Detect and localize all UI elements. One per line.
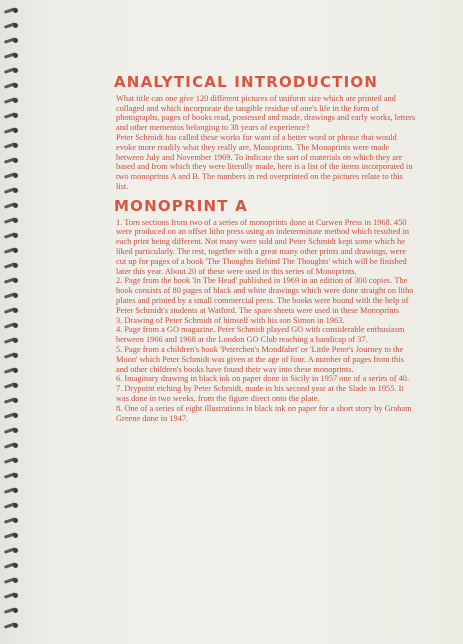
binding-coil — [4, 621, 20, 630]
binding-coil — [4, 516, 20, 525]
binding-coil — [4, 216, 20, 225]
binding-coil — [4, 171, 20, 180]
monoprint-item-2: 2. Page from the book 'In The Head' published in 1969 in an edition of 300 copies. The book consists of 80 pages of black and white drawings which were done straight on litho plates and printed by a small commercial press. The books were bound with the help of Peter Schmidt's students at Watford. The spare sheets were used in these Monoprints — [116, 276, 414, 315]
monoprint-item-8: 8. One of a series of eight illustrations in black ink on paper for a short story by Graham Greene done in 1947. — [116, 403, 412, 423]
binding-coil — [4, 471, 20, 480]
binding-coil — [4, 531, 20, 540]
binding-coil — [4, 81, 20, 90]
analytical-introduction-heading: ANALYTICAL INTRODUCTION — [114, 73, 379, 91]
binding-coil — [4, 336, 20, 345]
intro-paragraph-1: What title can one give 120 different pictures of uniform size which are printed and collaged and which incorporate the tangible residue of one's life in the form of photographs, pages of books read, possessed and made, drawings and early works, letters and other mementos belonging to 38 years of experience? — [116, 93, 416, 133]
binding-coil — [4, 141, 20, 150]
binding-coil — [4, 186, 20, 195]
binding-coil — [4, 246, 20, 255]
binding-coil — [4, 381, 20, 390]
monoprint-item-1: 1. Torn sections from two of a series of monoprints done at Curwen Press in 1968. 450 were produced on an offset litho press using an indeterminate method which resulted in each print being different. Not many were sold and Peter Schmidt kept some which he liked particularly. The rest, together with a great many other prints and drawings, were cut up for pages of a book 'The Thoughts Behind The Thoughts' which will be finished later this year. About 20 of these were used in this series of Monoprints. — [116, 217, 410, 276]
binding-coil — [4, 126, 20, 135]
binding-coil — [4, 156, 20, 165]
monoprint-item-5: 5. Page from a children's book 'Peterchen's Mondfahrt' or 'Little Peter's Journey to the Moon' which Peter Schmidt was given at the age of four. A number of pages from this and other children's books have found their way into these monoprints. — [116, 344, 404, 374]
monoprint-item-7: 7. Drypoint etching by Peter Schmidt, made in his second year at the Slade in 1955. It was done in two weeks, from the figure direct onto the plate. — [116, 384, 404, 403]
binding-coil — [4, 111, 20, 120]
monoprint-item-3: 3. Drawing of Peter Schmidt of himself with his son Simon in 1963. — [116, 315, 345, 325]
monoprint-item-4: 4. Page from a GO magazine. Peter Schmidt played GO with considerable enthusiasm between 1966 and 1968 at the London GO Club reaching a handicap of 37. — [116, 325, 405, 345]
binding-coil — [4, 321, 20, 330]
binding-coil — [4, 6, 20, 15]
binding-coil — [4, 486, 20, 495]
monoprint-a-heading: MONOPRINT A — [114, 196, 248, 215]
binding-coil — [4, 66, 20, 75]
binding-coil — [4, 441, 20, 450]
binding-coil — [4, 276, 20, 285]
binding-coil — [4, 351, 20, 360]
binding-coil — [4, 261, 20, 270]
binding-coil — [4, 456, 20, 465]
binding-coil — [4, 576, 20, 585]
binding-coil — [4, 411, 20, 420]
binding-coil — [4, 396, 20, 405]
binding-coil — [4, 51, 20, 60]
binding-coil — [4, 591, 20, 600]
binding-coil — [4, 21, 20, 30]
binding-coil — [4, 96, 20, 105]
binding-coil — [4, 291, 20, 300]
binding-coil — [4, 546, 20, 555]
binding-coil — [4, 36, 20, 45]
intro-paragraph-2: Peter Schmidt has called these works for want of a better word or phrase that would evoke more readily what they really are, Monoprints. The Monoprints were made between July and November 1969. To indicate the sort of materials on which they are based and from which they were literally made, here is a list of the items incorporated in two monoprints A and B. The numbers in red overprinted on the pictures relate to this list. — [116, 132, 413, 191]
binding-coil — [4, 606, 20, 615]
binding-coil — [4, 501, 20, 510]
binding-coil — [4, 201, 20, 210]
binding-coil — [4, 561, 20, 570]
binding-coil — [4, 306, 20, 315]
spiral-binding — [0, 0, 26, 644]
monoprint-item-6: 6. Imaginary drawing in black ink on paper done in Sicily in 1957 one of a series of 40. — [116, 374, 410, 384]
binding-coil — [4, 366, 20, 375]
binding-coil — [4, 231, 20, 240]
binding-coil — [4, 426, 20, 435]
text-content — [114, 73, 416, 423]
